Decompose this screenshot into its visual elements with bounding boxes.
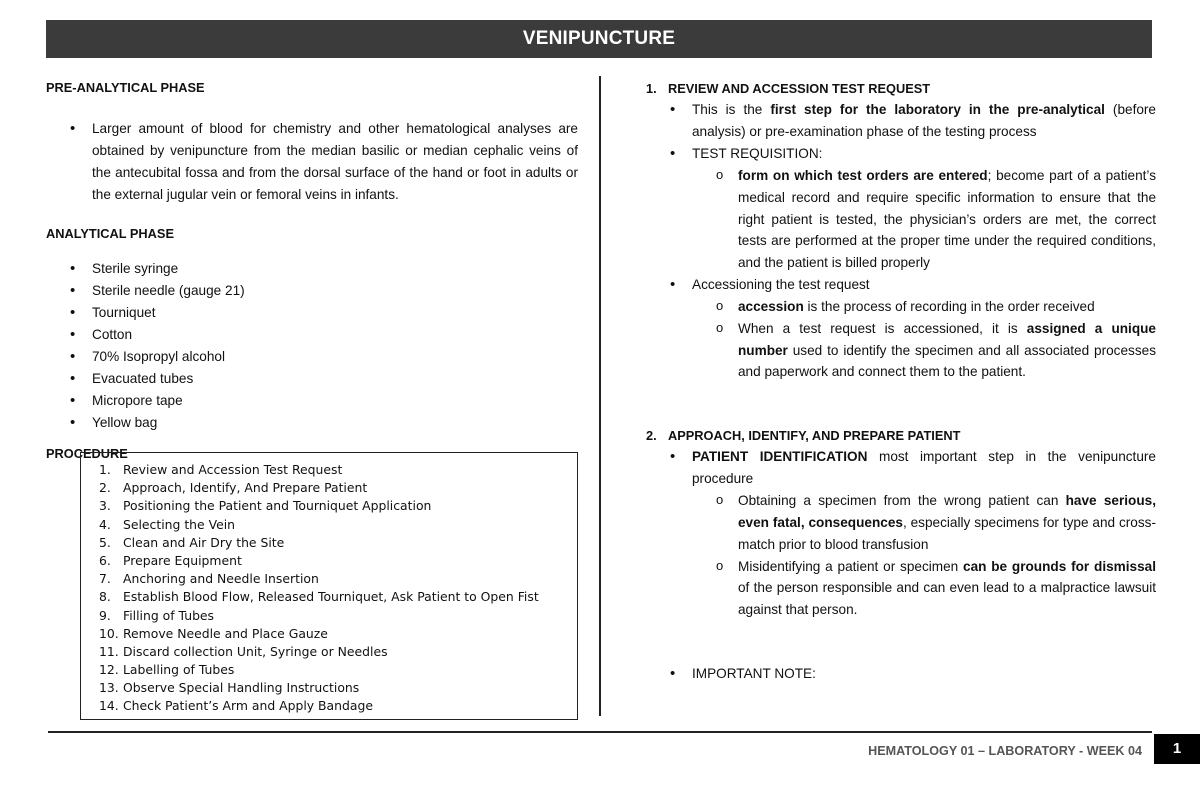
s2-sub2-post: of the person responsible and can even lead to a malpractice lawsuit against that person. <box>738 580 1156 618</box>
section2-bullet-important-note <box>670 663 1156 685</box>
pre-analytical-list <box>70 118 578 206</box>
patient-id-sublist <box>716 490 1156 621</box>
analytical-list <box>70 258 578 434</box>
s1-b1-post: (before analysis) or pre-examination phase of the testing process <box>692 102 1156 139</box>
procedure-step-text: Prepare Equipment <box>123 552 242 568</box>
section1-title: REVIEW AND ACCESSION TEST REQUEST <box>668 81 931 96</box>
analytical-item: • Cotton <box>70 324 578 346</box>
procedure-step-number: 5. <box>99 534 111 550</box>
procedure-step <box>99 643 567 661</box>
footer-course: HEMATOLOGY 01 – LABORATORY - WEEK 04 <box>868 744 1142 758</box>
procedure-step <box>99 534 567 552</box>
procedure-step-text: Review and Accession Test Request <box>123 462 343 477</box>
procedure-heading: PROCEDURE <box>46 446 128 461</box>
procedure-step <box>99 497 567 515</box>
s1-b2-sub-rest: ; become part of a patient’s medical record and require specific information to ensure that the right patient is tested, the physician’s orders are met, the correct tests are performed at the proper time under the required conditions, and the patient is billed properly <box>738 168 1156 271</box>
analytical-item: • Tourniquet <box>70 302 578 324</box>
procedure-step-number: 12. <box>99 662 119 678</box>
s1-b1-bold: first step for the laboratory in the pre-analytical <box>770 102 1105 117</box>
accessioning-subitem-2 <box>716 318 1156 383</box>
page-title: VENIPUNCTURE <box>46 20 1152 58</box>
procedure-step <box>99 552 567 570</box>
procedure-step-number: 6. <box>99 552 111 568</box>
s2-sub2-pre: Misidentifying a patient or specimen <box>738 558 964 574</box>
procedure-step <box>99 625 567 643</box>
section1-bullet-test-requisition <box>670 143 1156 274</box>
test-requisition-sublist <box>716 165 1156 274</box>
procedure-step <box>99 661 567 679</box>
procedure-step-text: Clean and Air Dry the Site <box>123 534 285 550</box>
pre-analytical-bullet: • Larger amount of blood for chemistry and other hematological analyses are obtained by venipuncture from the median basilic or median cephalic veins of the antecubital fossa and from the dorsal surface of the hand or foot in adults or the external jugular vein or femoral veins in infants. <box>70 118 578 206</box>
procedure-step-text: Filling of Tubes <box>123 607 215 623</box>
analytical-item: • Sterile syringe <box>70 258 578 280</box>
s1-b3-sub2-pre: When a test request is accessioned, it is <box>738 320 1027 336</box>
s1-b2-label: TEST REQUISITION: <box>692 146 823 161</box>
procedure-step-number: 13. <box>99 680 119 696</box>
procedure-step <box>99 516 567 534</box>
footer-rule <box>48 731 1152 733</box>
page-number: 1 <box>1154 734 1200 764</box>
procedure-box <box>80 452 578 720</box>
section1-bullet-first-step <box>670 99 1156 143</box>
s1-b1-pre: This is the <box>692 102 771 117</box>
procedure-step-number: 14. <box>99 698 119 714</box>
pre-analytical-heading: PRE-ANALYTICAL PHASE <box>46 80 205 95</box>
procedure-step-number: 4. <box>99 516 111 532</box>
procedure-step <box>99 461 567 479</box>
accessioning-sublist <box>716 296 1156 383</box>
procedure-step <box>99 697 567 715</box>
analytical-item: • Evacuated tubes <box>70 368 578 390</box>
procedure-step-number: 11. <box>99 643 119 659</box>
accessioning-subitem-1 <box>716 296 1156 318</box>
procedure-step-text: Discard collection Unit, Syringe or Needles <box>123 643 388 659</box>
section1-bullet-accessioning <box>670 274 1156 383</box>
s2-b2-label: IMPORTANT NOTE: <box>692 665 816 681</box>
procedure-step <box>99 570 567 588</box>
s1-b3-sub1-rest: is the process of recording in the order received <box>803 298 1095 314</box>
analytical-heading: ANALYTICAL PHASE <box>46 226 174 241</box>
test-requisition-subitem <box>716 165 1156 274</box>
s1-b3-sub2-post: used to identify the specimen and all associated processes and paperwork and connect them to the patient. <box>738 342 1156 380</box>
analytical-item: • Micropore tape <box>70 390 578 412</box>
right-column <box>646 80 1156 685</box>
s1-b3-sub1-bold: accession <box>738 298 804 314</box>
procedure-step-number: 2. <box>99 480 111 496</box>
procedure-step-number: 3. <box>99 498 111 514</box>
section1-list <box>670 99 1156 383</box>
procedure-step-text: Establish Blood Flow, Released Tourniquet, Ask Patient to Open Fist <box>123 589 539 605</box>
s2-sub2-bold: can be grounds for dismissal <box>963 558 1156 574</box>
procedure-step-number: 1. <box>99 462 111 477</box>
procedure-step <box>99 679 567 697</box>
column-divider <box>599 76 601 716</box>
s1-b3-sub2-bold: assigned a unique number <box>738 320 1156 358</box>
patient-id-subitem-2 <box>716 556 1156 621</box>
procedure-step-number: 8. <box>99 589 111 605</box>
patient-id-subitem-1 <box>716 490 1156 555</box>
analytical-item: • 70% Isopropyl alcohol <box>70 346 578 368</box>
section2-heading <box>646 427 1156 445</box>
s2-sub1-bold: have serious, even fatal, consequences <box>738 493 1156 530</box>
section2-list <box>670 446 1156 685</box>
section1-heading <box>646 80 1156 98</box>
section2-number: 2. <box>646 428 657 444</box>
procedure-step-text: Labelling of Tubes <box>123 662 235 678</box>
procedure-step-text: Observe Special Handling Instructions <box>123 680 360 696</box>
procedure-step-text: Check Patient’s Arm and Apply Bandage <box>123 698 373 714</box>
analytical-item: • Yellow bag <box>70 412 578 434</box>
procedure-step-text: Positioning the Patient and Tourniquet Application <box>123 498 432 514</box>
procedure-step <box>99 588 567 606</box>
procedure-step-number: 7. <box>99 571 111 587</box>
procedure-step-text: Approach, Identify, And Prepare Patient <box>123 480 368 496</box>
analytical-item: • Sterile needle (gauge 21) <box>70 280 578 302</box>
section1-number: 1. <box>646 81 657 96</box>
procedure-step-number: 9. <box>99 607 111 623</box>
procedure-step-text: Anchoring and Needle Insertion <box>123 571 319 587</box>
s2-sub1-post: , especially specimens for type and cross-match prior to blood transfusion <box>738 514 1156 552</box>
section2-title: APPROACH, IDENTIFY, AND PREPARE PATIENT <box>668 428 961 444</box>
procedure-step-number: 10. <box>99 625 119 641</box>
s1-b2-sub-bold: form on which test orders are entered <box>738 168 988 183</box>
s1-b3-label: Accessioning the test request <box>692 276 870 292</box>
procedure-step-text: Selecting the Vein <box>123 516 236 532</box>
s2-b1-bold: PATIENT IDENTIFICATION <box>692 449 868 465</box>
s2-b1-rest: most important step in the venipuncture procedure <box>692 449 1156 487</box>
section2-bullet-patient-id <box>670 446 1156 621</box>
s2-sub1-pre: Obtaining a specimen from the wrong patient can <box>738 493 1066 509</box>
procedure-list <box>99 461 567 716</box>
procedure-step <box>99 479 567 497</box>
procedure-step-text: Remove Needle and Place Gauze <box>123 625 328 641</box>
procedure-step <box>99 607 567 625</box>
left-column <box>46 80 578 464</box>
